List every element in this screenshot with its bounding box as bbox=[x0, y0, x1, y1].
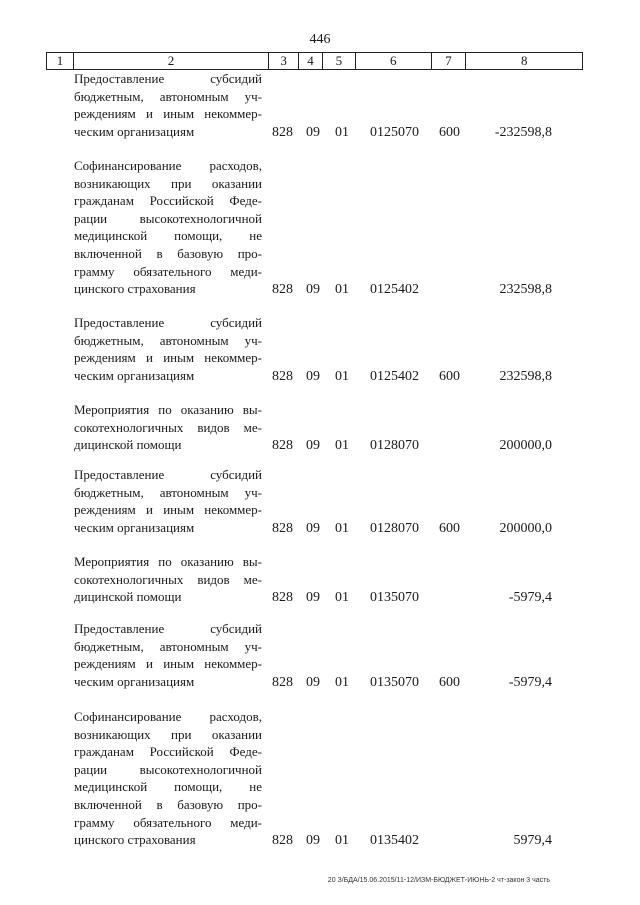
description-line: бюджетным, автономным уч- bbox=[74, 88, 262, 104]
description-line: дицинской помощи bbox=[74, 437, 182, 453]
subsection-code: 01 bbox=[335, 520, 349, 536]
header-col-1: 1 bbox=[47, 53, 74, 69]
description-line: Предоставление субсидий bbox=[74, 71, 262, 86]
amount: -5979,4 bbox=[508, 590, 552, 606]
description-line: бюджетным, автономным уч- bbox=[74, 484, 262, 500]
target-article-code: 0135402 bbox=[370, 833, 419, 849]
row-description bbox=[74, 157, 262, 298]
description-line: рации высокотехнологичной bbox=[74, 210, 262, 226]
description-line: грамму обязательного меди- bbox=[74, 814, 262, 830]
amount: -5979,4 bbox=[508, 674, 552, 690]
description-line: реждениям и иным некоммер- bbox=[74, 656, 262, 672]
target-article-code: 0135070 bbox=[370, 590, 419, 606]
description-line: ческим организациям bbox=[74, 123, 195, 139]
expense-type-code: 600 bbox=[439, 520, 460, 536]
description-line: гражданам Российской Феде- bbox=[74, 744, 262, 760]
subsection-code: 01 bbox=[335, 833, 349, 849]
description-line: реждениям и иным некоммер- bbox=[74, 502, 262, 518]
header-col-2: 2 bbox=[74, 53, 269, 69]
description-line: Софинансирование расходов, bbox=[74, 709, 262, 724]
table-header-row bbox=[46, 52, 583, 70]
ministry-code: 828 bbox=[272, 833, 293, 849]
description-line: реждениям и иным некоммер- bbox=[74, 350, 262, 366]
description-line: цинского страхования bbox=[74, 281, 196, 297]
subsection-code: 01 bbox=[335, 674, 349, 690]
section-code: 09 bbox=[306, 124, 320, 140]
row-description bbox=[74, 466, 262, 536]
description-line: бюджетным, автономным уч- bbox=[74, 638, 262, 654]
row-description bbox=[74, 708, 262, 849]
description-line: Предоставление субсидий bbox=[74, 467, 262, 482]
description-line: включенной в базовую про- bbox=[74, 796, 262, 812]
header-col-4: 4 bbox=[299, 53, 323, 69]
row-description bbox=[74, 401, 262, 454]
description-line: ческим организациям bbox=[74, 673, 195, 689]
page-number: 446 bbox=[309, 32, 331, 47]
ministry-code: 828 bbox=[272, 674, 293, 690]
description-line: сокотехнологичных видов ме- bbox=[74, 419, 262, 435]
description-line: дицинской помощи bbox=[74, 589, 182, 605]
description-line: Предоставление субсидий bbox=[74, 621, 262, 636]
ministry-code: 828 bbox=[272, 590, 293, 606]
subsection-code: 01 bbox=[335, 590, 349, 606]
description-line: сокотехнологичных видов ме- bbox=[74, 571, 262, 587]
description-line: возникающих при оказании bbox=[74, 726, 262, 742]
description-line: Мероприятия по оказанию вы- bbox=[74, 402, 262, 417]
target-article-code: 0128070 bbox=[370, 520, 419, 536]
section-code: 09 bbox=[306, 674, 320, 690]
description-line: цинского страхования bbox=[74, 832, 196, 848]
amount: 200000,0 bbox=[499, 438, 552, 454]
header-col-3: 3 bbox=[269, 53, 299, 69]
header-col-8: 8 bbox=[520, 53, 528, 68]
ministry-code: 828 bbox=[272, 124, 293, 140]
expense-type-code: 600 bbox=[439, 124, 460, 140]
description-line: ческим организациям bbox=[74, 519, 195, 535]
target-article-code: 0125402 bbox=[370, 368, 419, 384]
section-code: 09 bbox=[306, 520, 320, 536]
ministry-code: 828 bbox=[272, 438, 293, 454]
description-line: возникающих при оказании bbox=[74, 175, 262, 191]
subsection-code: 01 bbox=[335, 124, 349, 140]
description-line: Мероприятия по оказанию вы- bbox=[74, 554, 262, 569]
row-description bbox=[74, 70, 262, 140]
description-line: рации высокотехнологичной bbox=[74, 761, 262, 777]
description-line: гражданам Российской Феде- bbox=[74, 193, 262, 209]
header-col-7: 7 bbox=[432, 53, 467, 69]
footer-reference: 20 З/БДА/15.06.2015/11-12/ИЗМ-БЮДЖЕТ-ИЮНЬ-2 чт-закон 3 часть bbox=[327, 877, 550, 884]
amount: 232598,8 bbox=[499, 368, 552, 384]
section-code: 09 bbox=[306, 590, 320, 606]
description-line: Предоставление субсидий bbox=[74, 315, 262, 330]
subsection-code: 01 bbox=[335, 368, 349, 384]
amount: 200000,0 bbox=[499, 520, 552, 536]
expense-type-code: 600 bbox=[439, 368, 460, 384]
amount: 5979,4 bbox=[513, 833, 552, 849]
description-line: медицинской помощи, не bbox=[74, 228, 262, 244]
row-description bbox=[74, 620, 262, 690]
header-col-6: 6 bbox=[356, 53, 432, 69]
expense-type-code: 600 bbox=[439, 674, 460, 690]
header-col-5: 5 bbox=[323, 53, 356, 69]
amount: -232598,8 bbox=[494, 124, 552, 140]
section-code: 09 bbox=[306, 833, 320, 849]
target-article-code: 0125070 bbox=[370, 124, 419, 140]
description-line: грамму обязательного меди- bbox=[74, 263, 262, 279]
target-article-code: 0125402 bbox=[370, 282, 419, 298]
section-code: 09 bbox=[306, 282, 320, 298]
section-code: 09 bbox=[306, 368, 320, 384]
row-description bbox=[74, 314, 262, 384]
row-description bbox=[74, 553, 262, 606]
subsection-code: 01 bbox=[335, 438, 349, 454]
target-article-code: 0135070 bbox=[370, 674, 419, 690]
description-line: Софинансирование расходов, bbox=[74, 158, 262, 173]
ministry-code: 828 bbox=[272, 520, 293, 536]
target-article-code: 0128070 bbox=[370, 438, 419, 454]
amount: 232598,8 bbox=[499, 282, 552, 298]
description-line: ческим организациям bbox=[74, 367, 195, 383]
description-line: бюджетным, автономным уч- bbox=[74, 332, 262, 348]
ministry-code: 828 bbox=[272, 282, 293, 298]
ministry-code: 828 bbox=[272, 368, 293, 384]
description-line: реждениям и иным некоммер- bbox=[74, 106, 262, 122]
subsection-code: 01 bbox=[335, 282, 349, 298]
section-code: 09 bbox=[306, 438, 320, 454]
description-line: включенной в базовую про- bbox=[74, 245, 262, 261]
description-line: медицинской помощи, не bbox=[74, 779, 262, 795]
